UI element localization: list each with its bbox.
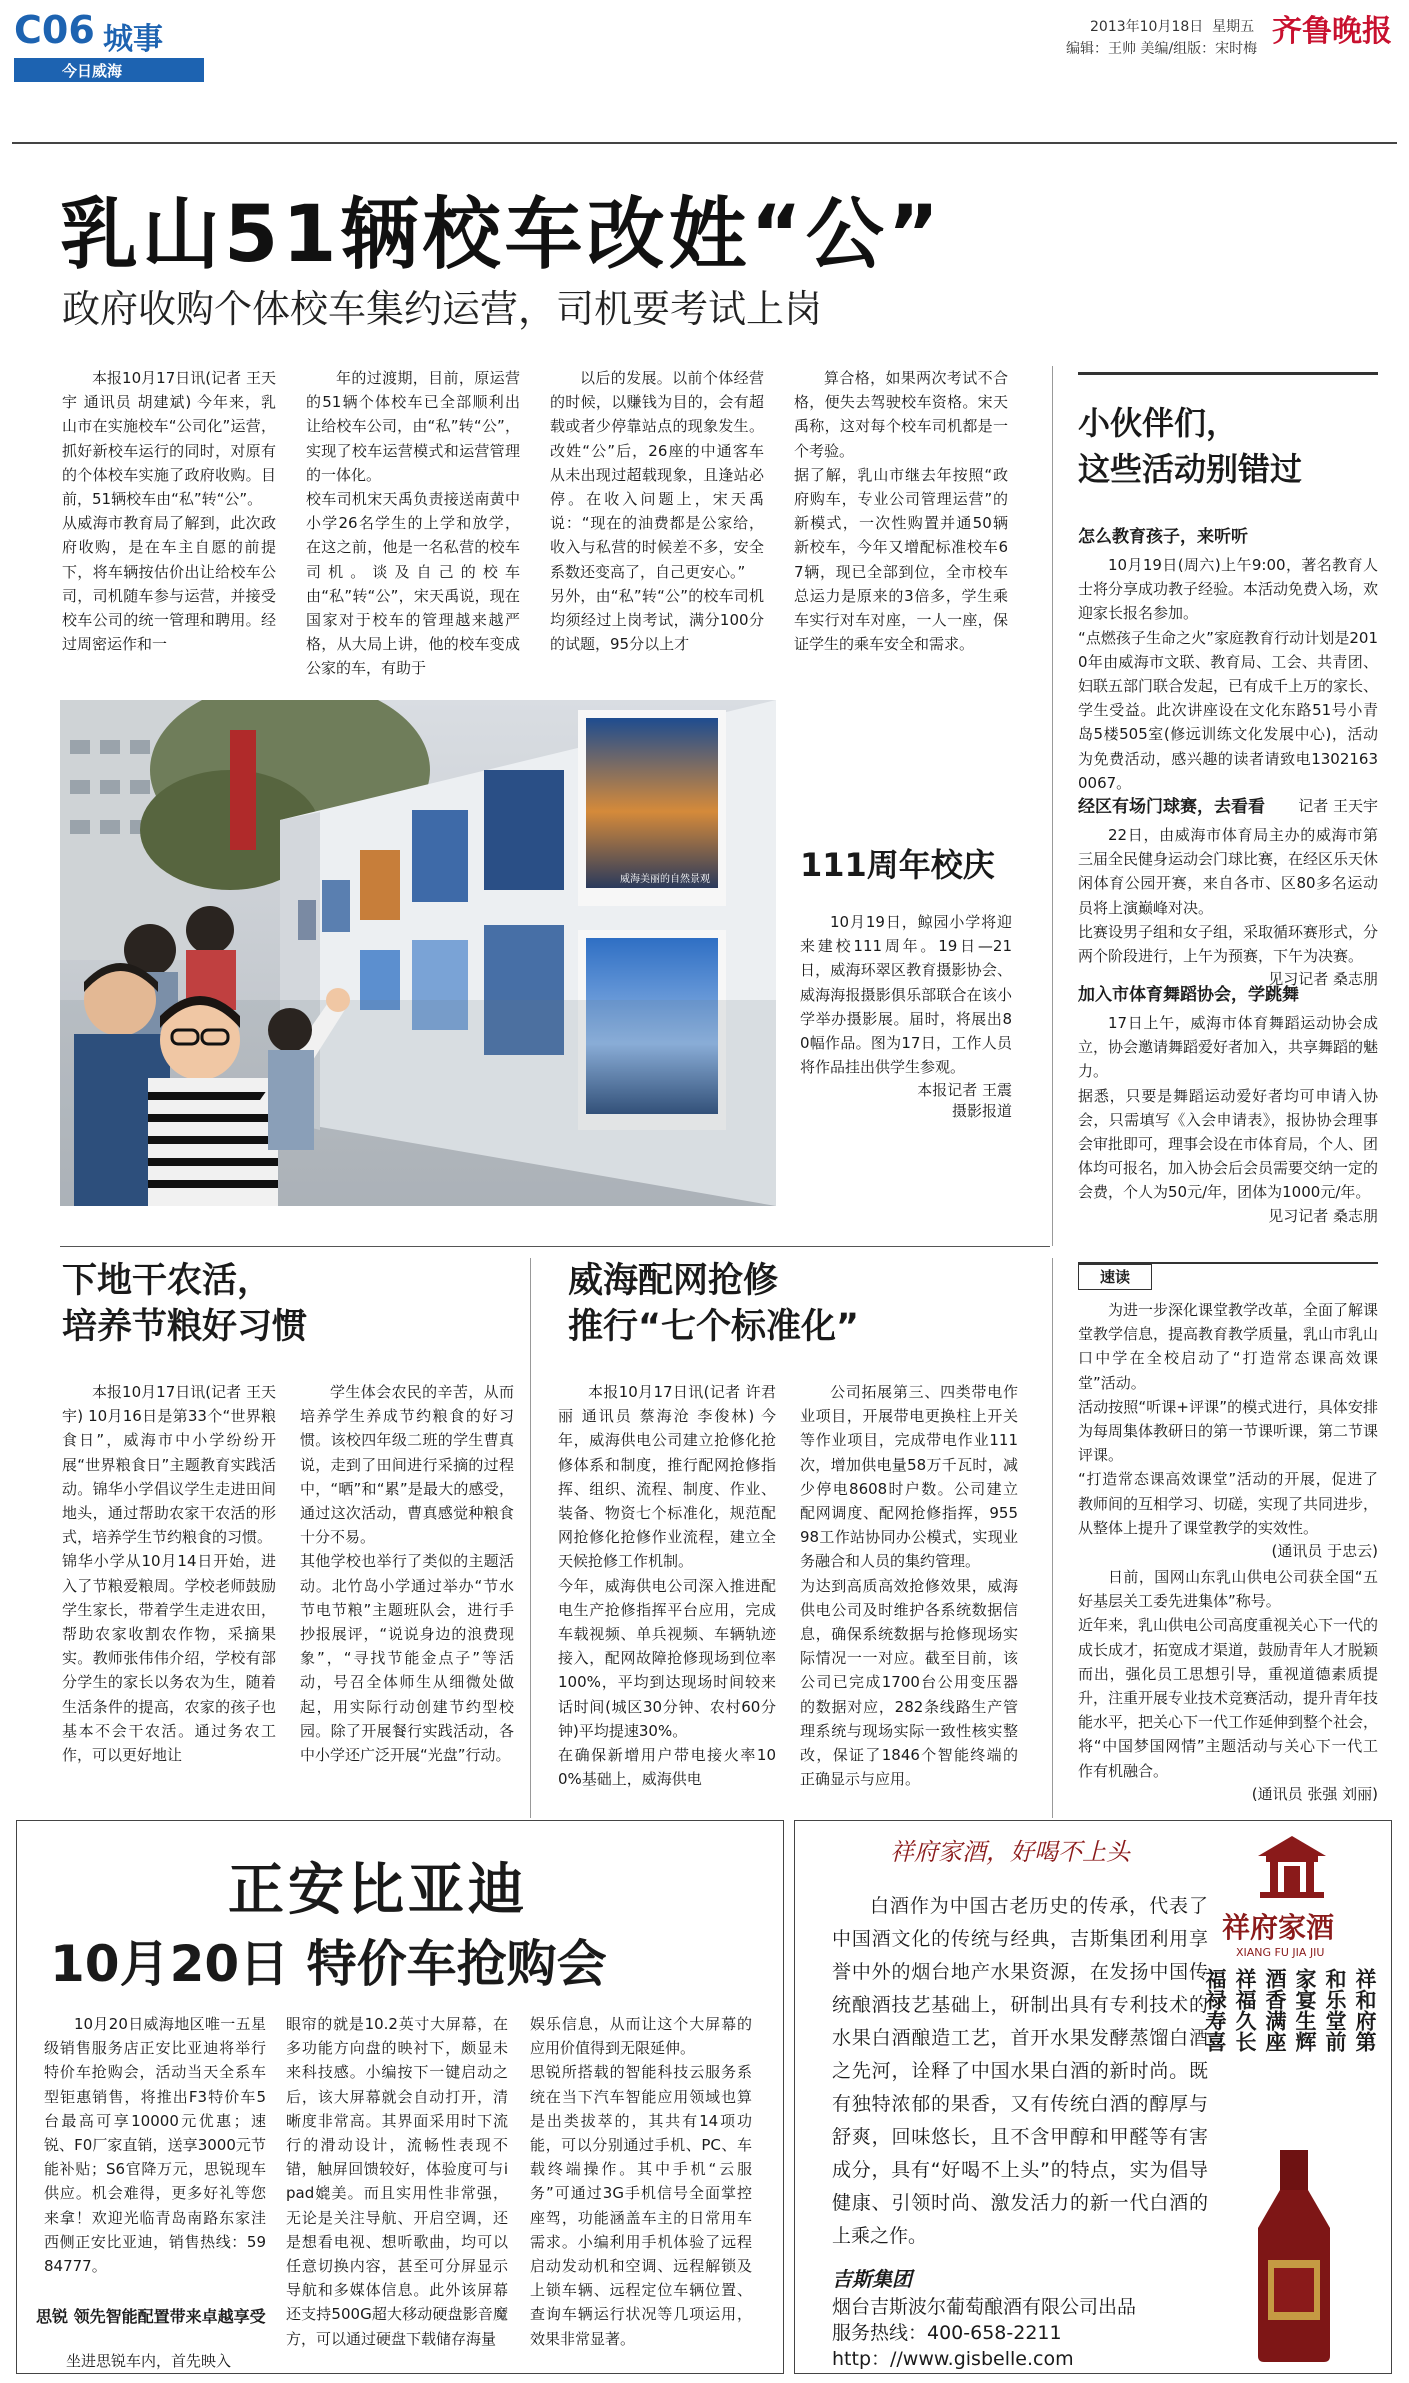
- story-divider: [530, 1258, 531, 1818]
- editor-credits: 编辑：王帅 美编/组版：宋时梅: [1066, 41, 1258, 57]
- sidebar-top-rule: [1078, 372, 1378, 375]
- sidebar-item-byline: 见习记者 桑志朋: [1268, 970, 1378, 989]
- ad-wine-slogan: 祥府家酒，好喝不上头: [890, 1838, 1130, 1866]
- ad-byd-title: 正安比亚迪: [228, 1858, 528, 1923]
- poem-line: 祥和府第: [1353, 1968, 1377, 2052]
- celebration-story: [800, 910, 1012, 1121]
- sidebar-item-title: 加入市体育舞蹈协会，学跳舞: [1078, 985, 1299, 1005]
- school-photo: [60, 700, 776, 1206]
- wine-bottle-icon: [1244, 2150, 1344, 2362]
- poem-line: 家宴生辉: [1293, 1968, 1317, 2052]
- ad-wine-company: 烟台吉斯波尔葡萄酿酒有限公司出品: [832, 2296, 1137, 2318]
- ad-byd-column-1: 10月20日威海地区唯一五星级销售服务店正安比亚迪将举行特价车抢购会，活动当天全系车型钜惠销售，将推出F3特价车5台最高可享10000元优惠；速锐、F0厂家直销，送享3000元节能补贴；S6官降万元，思锐现车供应。机会难得，更多好礼等您来拿！欢迎光临青岛南路东家洼西侧正安比亚迪，销售热线：5984777。: [44, 2015, 266, 2276]
- poem-line: 酒香满座: [1263, 1968, 1287, 2052]
- sidebar-item: [1078, 980, 1378, 1226]
- newspaper-logo: 齐鲁晚报: [1272, 14, 1392, 49]
- sidebar-item-byline: 见习记者 桑志朋: [1268, 1206, 1378, 1225]
- sidebar-item-body: 10月19日(周六)上午9:00，著名教育人士将分享成功教子经验。本活动免费入场，欢迎家长报名参加。 “点燃孩子生命之火”家庭教育行动计划是2010年由威海市文联、教育局、工会、共青团、妇联五部门联合发起，已有成千上万的家长、学生受益。此次讲座设在文化东路51号小青岛5楼505室(修远训练文化发展中心)，活动为免费活动，感兴趣的读者请致电13021630067。: [1078, 556, 1379, 792]
- section-divider: [60, 1246, 1050, 1247]
- photo-caption-overlay: 威海美丽的自然景观: [620, 874, 710, 885]
- power-headline: 威海配网抢修 推行“七个标准化”: [568, 1261, 860, 1347]
- lead-column-2: 年的过渡期，目前，原运营的51辆个体校车已全部顺利出让给校车公司，由“私”转“公”，实现了校车运营模式和运营管理的一体化。 校车司机宋天禹负责接送南黄中小学26名学生的上学和放学，在这之前，他是一名私营的校车司机。谈及自己的校车由“私”转“公”，宋天禹说，现在国家对于校车的管理越来越严格，从大局上讲，他的校车变成公家的车，有助于: [306, 369, 520, 678]
- lead-column-1: 本报10月17日讯(记者 王天宇 通讯员 胡建斌) 今年来，乳山市在实施校车“公司化”运营，抓好新校车运行的同时，对原有的个体校车实施了政府收购。目前，51辆校车由“私”转“公”。 从威海市教育局了解到，此次政府收购，是在车主自愿的前提下，将车辆按估价出让给校车公司，司机随车参与运营，并接受校车公司的统一管理和聘用。经过周密运作和一: [62, 369, 276, 654]
- sidebar-title: 小伙伴们， 这些活动别错过: [1078, 404, 1303, 488]
- photo-illustration: [60, 700, 776, 1206]
- temple-logo-icon: [1254, 1830, 1330, 1900]
- sidebar-item-byline: 记者 王天宇: [1298, 797, 1378, 816]
- brief-byline: (通讯员 于忠云): [1271, 1542, 1378, 1561]
- farm-headline: 下地干农活， 培养节粮好习惯: [62, 1261, 308, 1347]
- issue-date: 2013年10月18日 星期五: [1090, 19, 1255, 35]
- brief-body-2: 日前，国网山东乳山供电公司获全国“五好基层关工委先进集体”称号。 近年来，乳山供电公司高度重视关心下一代的成长成才，拓宽成才渠道，鼓励青年人才脱颖而出，强化员工思想引导，重视道德素质提升，注重开展专业技术竞赛活动，提升青年技能水平，把关心下一代工作延伸到整个社会，将“中国梦国网情”主题活动与关心下一代工作有机融合。: [1078, 1568, 1379, 1780]
- page-code: C06: [14, 8, 95, 52]
- farm-column-1: 本报10月17日讯(记者 王天宇) 10月16日是第33个“世界粮食日”，威海市中小学纷纷开展“世界粮食日”主题教育实践活动。锦华小学倡议学生走进田间地头，通过帮助农家干农活的形式，培养学生节约粮食的习惯。 锦华小学从10月14日开始，进入了节粮爱粮周。学校老师鼓励学生家长，带着学生走进农田，帮助农家收割农作物，采摘果实。教师张伟伟介绍，学校有部分学生的家长以务农为生，随着生活条件的提高，农家的孩子也基本不会干农活。通过务农工作，可以更好地让: [62, 1383, 276, 1765]
- ad-wine-hotline: 服务热线：400-658-2211: [832, 2322, 1062, 2344]
- sidebar-item-body: 17日上午，威海市体育舞蹈运动协会成立，协会邀请舞蹈爱好者加入，共享舞蹈的魅力。 据悉，只要是舞蹈运动爱好者均可申请入协会，只需填写《入会申请表》，报协协会理事会审批即可，理事会设在市体育局，个人、团体均可报名，加入协会后会员需要交纳一定的会费，个人为50元/年，团体为1000元/年。: [1078, 1014, 1379, 1202]
- sidebar-divider: [1052, 366, 1053, 1246]
- poem-line: 福禄寿喜: [1203, 1968, 1227, 2052]
- ad-byd-subtitle: 10月20日 特价车抢购会: [50, 1935, 607, 1993]
- lead-column-3: 以后的发展。以前个体经营的时候，以赚钱为目的，会有超载或者少停靠站点的现象发生。改姓“公”后，26座的中通客车从未出现过超载现象，且逢站必停。在收入问题上，宋天禹说：“现在的油费都是公家给，收入与私营的时候差不多，安全系数还变高了，自己更安心。” 另外，由“私”转“公”的校车司机均须经过上岗考试，满分100分的试题，95分以上才: [550, 369, 764, 654]
- poem-line: 祥福久长: [1233, 1968, 1257, 2052]
- celebration-title: 111周年校庆: [800, 846, 995, 884]
- section-name: 城事: [103, 22, 163, 57]
- sidebar-item-title: 经区有场门球赛，去看看: [1078, 797, 1265, 817]
- brief-divider: [1052, 1258, 1053, 1818]
- header-divider: [12, 142, 1397, 144]
- power-column-2: 公司拓展第三、四类带电作业项目，开展带电更换柱上开关等作业项目，完成带电作业111次，增加供电量58万千瓦时，减少停电8608时户数。公司建立配网调度、配网抢修指挥，95598工作站协同办公模式，实现业务融合和人员的集约管理。 为达到高质高效抢修效果，威海供电公司及时维护各系统数据信息，确保系统数据与抢修现场实际情况一一对应。截至目前，该公司已完成1700台公用变压器的数据对应，282条线路生产管理系统与现场实际一致性核实整改，保证了1846个智能终端的正确显示与应用。: [800, 1383, 1018, 1789]
- brief-body: 为进一步深化课堂教学改革，全面了解课堂教学信息，提高教育教学质量，乳山市乳山口中学在全校启动了“打造常态课高效课堂”活动。 活动按照“听课+评课”的模式进行，具体安排为每周集体教研日的第一节课听课，第二节课评课。 “打造常态课高效课堂”活动的开展，促进了教师间的互相学习、切磋，实现了共同进步，从整体上提升了课堂教学的实效性。: [1078, 1301, 1379, 1537]
- ad-wine-url[interactable]: http：//www.gisbelle.com: [832, 2348, 1074, 2370]
- sidebar-item-title: 怎么教育孩子，来听听: [1078, 527, 1248, 547]
- sub-section-label: 今日威海: [62, 62, 123, 80]
- ad-wine-body: 白酒作为中国古老历史的传承，代表了中国酒文化的传统与经典，吉斯集团利用享誉中外的烟台地产水果资源，在发扬中国传统酿酒技艺基础上，研制出具有专利技术的水果白酒酿造工艺，首开水果发酵蒸馏白酒之先河，诠释了中国水果白酒的新时尚。既有独特浓郁的果香，又有传统白酒的醇厚与舒爽，回味悠长，且不含甲醇和甲醛等有害成分，具有“好喝不上头”的特点，实为倡导健康、引领时尚、激发活力的新一代白酒的上乘之作。: [832, 1895, 1208, 2247]
- brief-byline-2: (通讯员 张强 刘丽): [1251, 1784, 1378, 1803]
- celebration-byline: 本报记者 王震: [917, 1081, 1012, 1100]
- power-column-1: 本报10月17日讯(记者 许君丽 通讯员 蔡海沧 李俊林) 今年，威海供电公司建立抢修化抢修体系和制度，推行配网抢修指挥、组织、流程、制度、作业、装备、物资七个标准化，规范配网抢修化抢修作业流程，建立全天候抢修工作机制。 今年，威海供电公司深入推进配电生产抢修指挥平台应用，完成车载视频、单兵视频、车辆轨迹接入，配网故障抢修现场到位率100%，平均到达现场时间较来话时间(城区30分钟、农村60分钟)平均提速30%。 在确保新增用户带电接火率100%基础上，威海供电: [558, 1383, 776, 1789]
- brief-label: 速读: [1078, 1264, 1152, 1290]
- celebration-byline-2: 摄影报道: [951, 1102, 1012, 1121]
- ad-byd-subtext: 坐进思锐车内，首先映入: [66, 2352, 232, 2370]
- poem-line: 和乐堂前: [1323, 1968, 1347, 2052]
- brief-block: [1078, 1298, 1378, 1804]
- company-logo: 吉斯集团: [832, 2267, 912, 2291]
- ad-wine-poem: [1203, 1968, 1380, 2118]
- sidebar-item: [1078, 522, 1378, 816]
- ad-byd-column-2: 眼帘的就是10.2英寸大屏幕，在多功能方向盘的映衬下，颇显未来科技感。小编按下一键启动之后，该大屏幕就会自动打开，清晰度非常高。其界面采用时下流行的滑动设计，流畅性表现不错，触屏回馈较好，体验度可与ipad媲美。而且实用性非常强，无论是关注导航、开启空调，还是想看电视、想听歌曲，均可以任意切换内容，甚至可分屏显示导航和多媒体信息。此外该屏幕还支持500G超大移动硬盘影音魔方，可以通过硬盘下载储存海量: [286, 2015, 508, 2348]
- celebration-body: 10月19日，鲸园小学将迎来建校111周年。19日—21日，威海环翠区教育摄影协会、威海海报摄影俱乐部联合在该小学举办摄影展。届时，将展出80幅作品。图为17日，工作人员将作品挂出供学生参观。: [800, 913, 1012, 1077]
- lead-subheadline: 政府收购个体校车集约运营，司机要考试上岗: [62, 287, 823, 331]
- ad-byd-column-3: 娱乐信息，从而让这个大屏幕的应用价值得到无限延伸。 思锐所搭载的智能科技云服务系统在当下汽车智能应用领域也算是出类拔萃的，其共有14项功能，可以分别通过手机、PC、车载终端操作。其中手机“云服务”可通过3G手机信号全面掌控座驾，功能涵盖车主的日常用车需求。小编利用手机体验了远程启动发动机和空调、远程解锁及上锁车辆、远程定位车辆位置、查询车辆运行状况等几项运用，效果非常显著。: [530, 2015, 752, 2348]
- lead-column-4: 算合格，如果两次考试不合格，便失去驾驶校车资格。宋天禹称，这对每个校车司机都是一个考验。 据了解，乳山市继去年按照“政府购车，专业公司管理运营”的新模式，一次性购置并通50辆新校车，今年又增配标准校车67辆，现已全部到位，全市校车总运力是原来的3倍多，学生乘车实行对车对座，一人一座，保证学生的乘车安全和需求。: [794, 369, 1008, 654]
- farm-column-2: 学生体会农民的辛苦，从而培养学生养成节约粮食的好习惯。该校四年级二班的学生曹真说，走到了田间进行采摘的过程中，“晒”和“累”是最大的感受，通过这次活动，曹真感觉种粮食十分不易。 其他学校也举行了类似的主题活动。北竹岛小学通过举办“节水节电节粮”主题班队会，进行手抄报展评，“说说身边的浪费现象”，“寻找节能金点子”等活动，号召全体师生从细微处做起，用实际行动创建节约型校园。除了开展餐行实践活动，各中小学还广泛开展“光盘”行动。: [300, 1383, 514, 1765]
- lead-headline: 乳山51辆校车改姓“公”: [60, 190, 944, 280]
- ad-byd-subheading: 思锐 领先智能配置带来卓越享受: [36, 2307, 266, 2326]
- ad-wine-brand: 祥府家酒: [1222, 1911, 1335, 1944]
- sidebar-item: [1078, 792, 1378, 989]
- sidebar-item-body: 22日，由威海市体育局主办的威海市第三届全民健身运动会门球比赛，在经区乐天休闲体育公园开赛，来自各市、区80多名运动员将上演巅峰对决。 比赛设男子组和女子组，采取循环赛形式，分两个阶段进行，上午为预赛，下午为决赛。: [1078, 826, 1379, 966]
- ad-wine-pinyin: XIANG FU JIA JIU: [1236, 1946, 1325, 1959]
